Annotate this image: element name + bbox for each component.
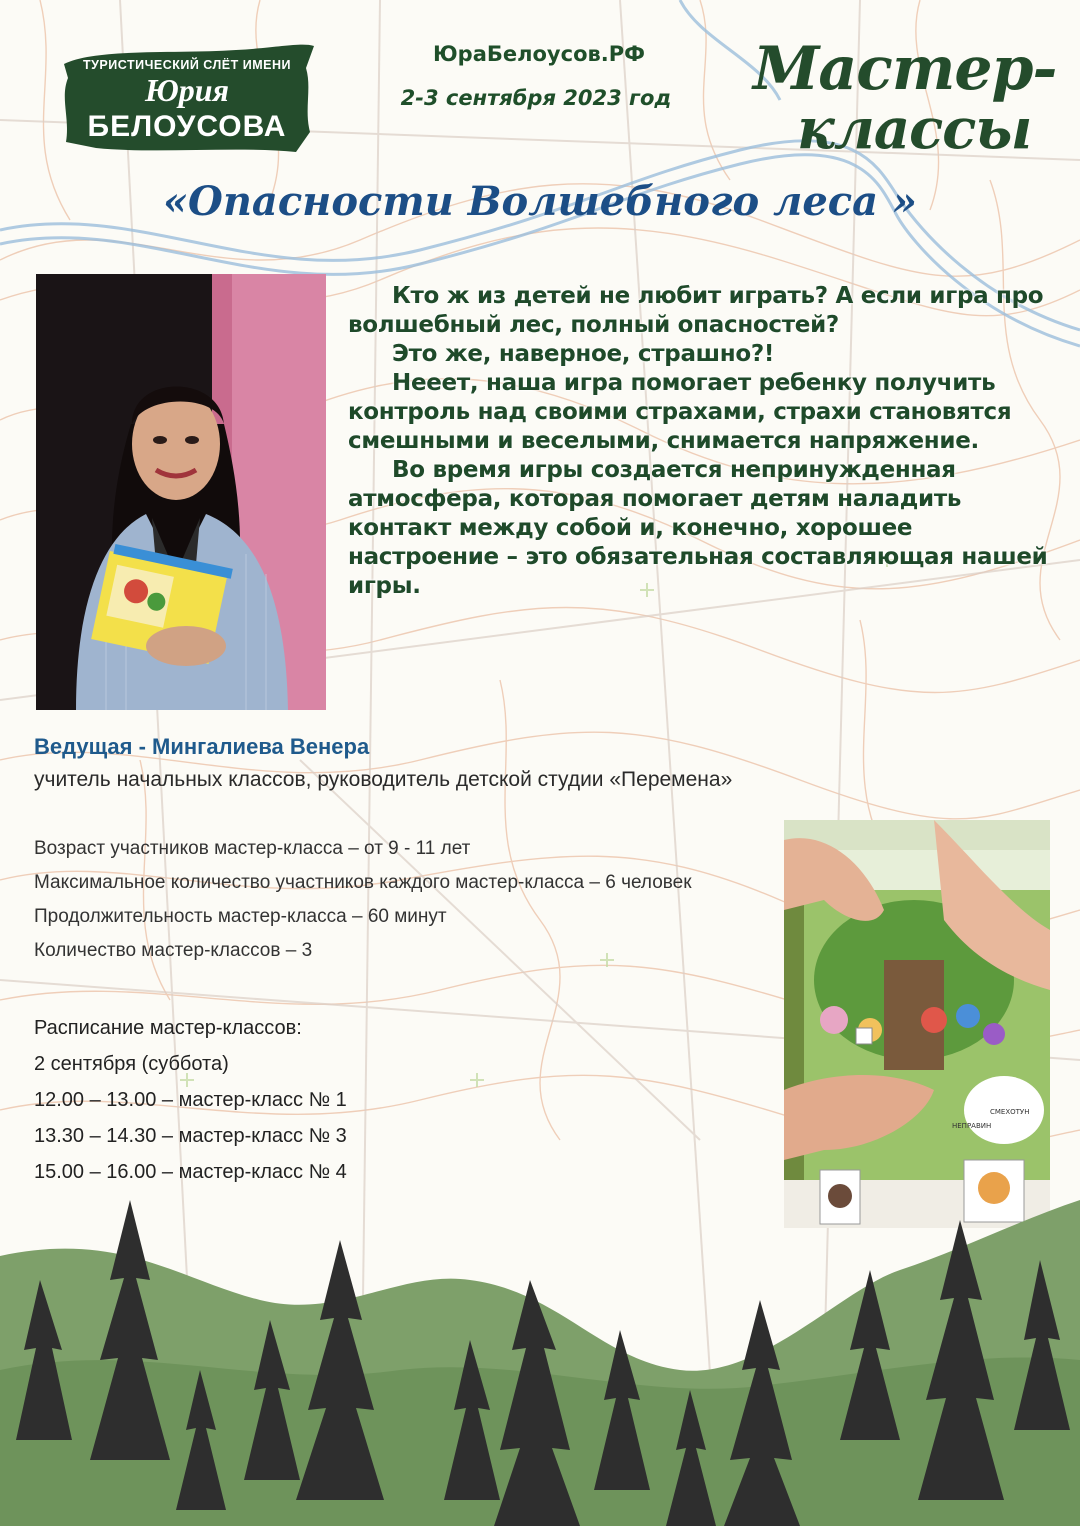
forest-illustration	[0, 1160, 1080, 1526]
fact-max-participants: Максимальное количество участников каждого мастер-класса – 6 человек	[34, 872, 692, 893]
fact-age: Возраст участников мастер-класса – от 9 - 11 лет	[34, 838, 471, 859]
presenter-illustration	[36, 274, 326, 710]
schedule-item: 12.00 – 13.00 – мастер-класс № 1	[34, 1089, 347, 1111]
intro-paragraph-2: Это же, наверное, страшно?!	[392, 341, 775, 367]
event-dates: 2-3 сентября 2023 год	[400, 86, 672, 110]
schedule-item: 13.30 – 14.30 – мастер-класс № 3	[34, 1125, 347, 1147]
intro-paragraph-4: Во время игры создается непринужденная атмосфера, которая помогает детям наладить контакт между собой и, конечно, хорошее настроение – это обязательная составляющая нашей игры.	[348, 457, 1048, 599]
leader-role: учитель начальных классов, руководитель детской студии «Перемена»	[34, 768, 733, 791]
intro-paragraph-1: Кто ж из детей не любит играть? А если игра про волшебный лес, полный опасностей?	[348, 283, 1044, 338]
logo-line1: ТУРИСТИЧЕСКИЙ СЛЁТ ИМЕНИ	[83, 58, 291, 72]
game-label-1: СМЕХОТУН	[990, 1108, 1030, 1116]
fact-duration: Продолжительность мастер-класса – 60 минут	[34, 906, 447, 927]
schedule-day: 2 сентября (суббота)	[34, 1053, 229, 1075]
fact-count: Количество мастер-классов – 3	[34, 940, 313, 961]
game-label-2: НЕПРАВИН	[952, 1122, 992, 1130]
slet-logo	[56, 38, 318, 156]
logo-line2: Юрия	[144, 72, 230, 108]
intro-text	[348, 282, 1048, 601]
intro-paragraph-3: Нееет, наша игра помогает ребенку получить контроль над своими страхами, страхи становятся смешными и веселыми, снимается напряжение.	[348, 370, 1012, 454]
logo-word-classes: классы	[797, 96, 1032, 162]
page-title: «Опасности Волшебного леса »	[162, 178, 918, 225]
site-url: ЮраБелоусов.РФ	[433, 42, 645, 66]
schedule-heading: Расписание мастер-классов:	[34, 1017, 302, 1039]
leader-name: Ведущая - Мингалиева Венера	[34, 734, 370, 759]
logo-word-master: Мастер-	[753, 34, 1057, 104]
facts-list	[34, 832, 692, 968]
master-classes-logo	[745, 30, 1057, 170]
schedule-item: 15.00 – 16.00 – мастер-класс № 4	[34, 1161, 347, 1183]
presenter-photo	[36, 274, 326, 710]
logo-line3: БЕЛОУСОВА	[87, 110, 287, 143]
